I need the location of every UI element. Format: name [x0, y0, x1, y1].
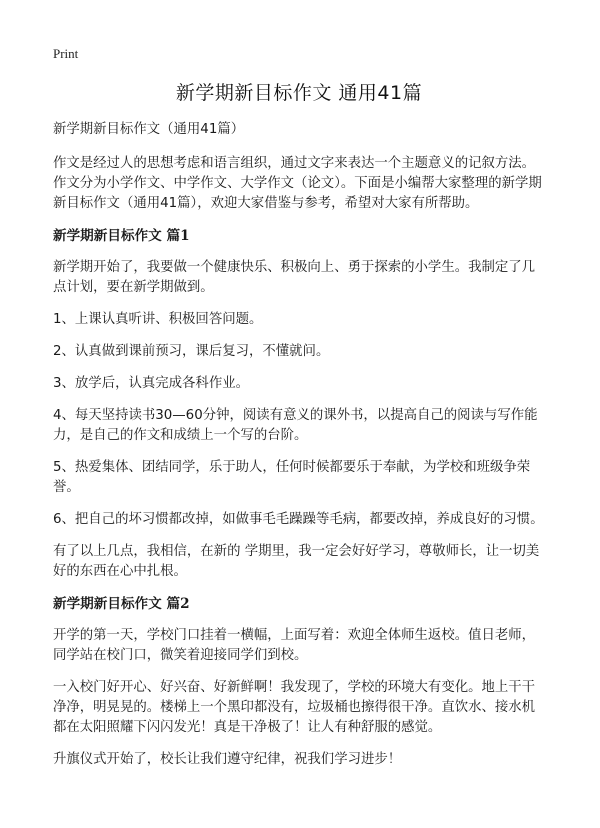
list-item: 1、上课认真听讲、积极回答问题。 [53, 312, 263, 327]
list-item: 4、每天坚持读书30—60分钟，阅读有意义的课外书，以提高自己的阅读与写作能力，是自己的作文和成绩上一个写的台阶。 [53, 408, 538, 443]
document-body [53, 120, 545, 782]
list-item: 3、放学后，认真完成各科作业。 [53, 376, 249, 391]
section-heading-2: 新学期新目标作文 篇2 [53, 596, 190, 612]
paragraph: 有了以上几点，我相信，在新的 学期里，我一定会好好学习，尊敬师长，让一切美好的东西在心中扎根。 [53, 544, 540, 579]
paragraph: 开学的第一天，学校门口挂着一横幅，上面写着：欢迎全体师生返校。值日老师，同学站在校门口，微笑着迎接同学们到校。 [53, 628, 536, 663]
list-item: 2、认真做到课前预习，课后复习，不懂就问。 [53, 344, 330, 359]
print-label[interactable]: Print [53, 46, 79, 61]
document-subtitle: 新学期新目标作文（通用41篇） [53, 122, 245, 137]
paragraph: 新学期开始了，我要做一个健康快乐、积极向上、勇于探索的小学生。我制定了几点计划，要在新学期做到。 [53, 260, 536, 295]
list-item: 5、热爱集体、团结同学，乐于助人，任何时候都要乐于奉献，为学校和班级争荣誉。 [53, 460, 531, 495]
paragraph: 一入校门好开心、好兴奋、好新鲜啊！我发现了，学校的环境大有变化。地上干干净净，明晃晃的。楼梯上一个黑印都没有，垃圾桶也擦得很干净。直饮水、接水机都在太阳照耀下闪闪发光！真是干净极了！让人有种舒服的感觉。 [53, 680, 536, 735]
paragraph: 升旗仪式开始了，校长让我们遵守纪律，祝我们学习进步！ [53, 752, 402, 767]
list-item: 6、把自己的坏习惯都改掉，如做事毛毛躁躁等毛病，都要改掉，养成良好的习惯。 [53, 512, 544, 527]
section-heading-1: 新学期新目标作文 篇1 [53, 228, 190, 244]
intro-paragraph: 作文是经过人的思想考虑和语言组织，通过文字来表达一个主题意义的记叙方法。作文分为小学作文、中学作文、大学作文（论文）。下面是小编帮大家整理的新学期新目标作文（通用41篇），欢迎大家借鉴与参考，希望对大家有所帮助。 [53, 156, 542, 211]
document-title: 新学期新目标作文 通用41篇 [175, 82, 423, 104]
